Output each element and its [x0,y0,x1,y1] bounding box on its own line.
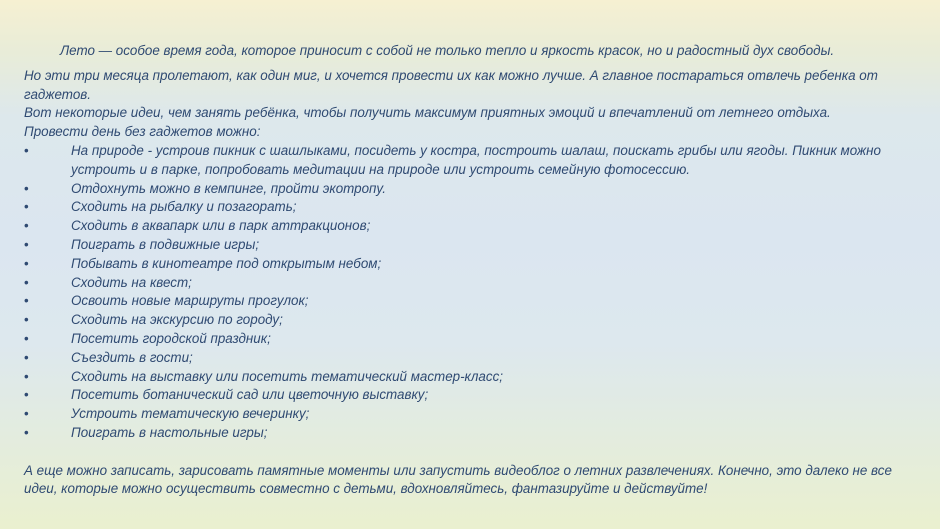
paragraph-2: Вот некоторые идеи, чем занять ребёнка, чтобы получить максимум приятных эмоций и впечатлений от летнего отдыха. [24,105,831,121]
list-item-text: Сходить на выставку или посетить тематический мастер-класс; [71,368,503,384]
bullet-icon: • [24,255,29,271]
bullet-icon: • [24,274,29,290]
ideas-list [24,142,914,443]
list-item-text: Сходить на рыбалку и позагорать; [71,199,297,215]
bullet-icon: • [24,368,29,384]
list-item [24,236,914,255]
bullet-icon: • [24,199,29,215]
list-item-text: Отдохнуть можно в кемпинге, пройти экотропу. [71,180,386,196]
list-item [24,330,914,349]
bullet-icon: • [24,236,29,252]
bullet-icon: • [24,293,29,309]
bullet-icon: • [24,387,29,403]
bullet-icon: • [24,424,29,440]
list-item-text: Сходить в аквапарк или в парк аттракционов; [71,218,371,234]
bullet-icon: • [24,312,29,328]
list-item [24,424,914,443]
list-item [24,311,914,330]
list-item-text: На природе - устроив пикник с шашлыками, посидеть у костра, построить шалаш, поискать грибы или ягоды. Пикник можно устроить и в парке, попробовать медитации на природе или устроить семейную фотосессию. [71,142,881,177]
intro-paragraph: Лето — особое время года, которое приносит с собой не только тепло и яркость красок, но и радостный дух свободы. [60,43,835,58]
list-item-text: Сходить на квест; [71,274,192,290]
bullet-icon: • [24,330,29,346]
list-item-text: Сходить на экскурсию по городу; [71,312,283,328]
list-item-text: Побывать в кинотеатре под открытым небом; [71,255,382,271]
list-item-text: Поиграть в настольные игры; [71,424,268,440]
bullet-icon: • [24,406,29,422]
spacer [24,443,914,462]
list-item [24,274,914,293]
list-item [24,180,914,199]
list-item [24,368,914,387]
closing-paragraph: А еще можно записать, зарисовать памятные моменты или запустить видеоблог о летних развлечениях. Конечно, это далеко не все идеи, которые можно осуществить совместно с детьми, вдохновляйтесь, фантазируйте и действуйте! [24,462,892,497]
list-item [24,255,914,274]
list-item-text: Съездить в гости; [71,349,193,365]
list-item [24,198,914,217]
paragraph-3: Провести день без гаджетов можно: [24,124,261,140]
list-item-text: Посетить ботанический сад или цветочную выставку; [71,387,429,403]
slide-text [24,42,914,499]
list-item [24,292,914,311]
bullet-icon: • [24,349,29,365]
paragraph-1: Но эти три месяца пролетают, как один миг, и хочется провести их как можно лучше. А главное постараться отвлечь ребенка от гаджетов. [24,67,878,102]
list-item-text: Посетить городской праздник; [71,330,271,346]
list-item-text: Поиграть в подвижные игры; [71,236,260,252]
bullet-icon: • [24,142,29,158]
list-item [24,349,914,368]
bullet-icon: • [24,218,29,234]
list-item [24,405,914,424]
list-item-text: Освоить новые маршруты прогулок; [71,293,309,309]
list-item-text: Устроить тематическую вечеринку; [71,406,310,422]
bullet-icon: • [24,180,29,196]
list-item [24,142,914,180]
list-item [24,217,914,236]
list-item [24,386,914,405]
